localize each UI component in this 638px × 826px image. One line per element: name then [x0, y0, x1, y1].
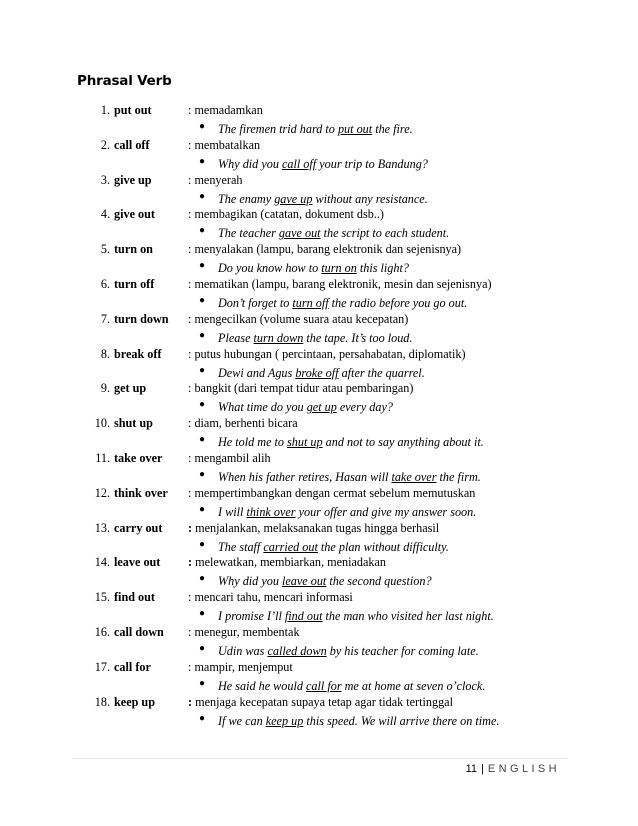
list-item: [0, 625, 638, 660]
example-underlined-verb: call off: [281, 156, 317, 171]
meaning: [188, 660, 293, 675]
item-number: 1.: [100, 103, 110, 117]
page-footer: [466, 763, 560, 775]
meaning-text: mematikan (lampu, barang elektronik, mesin dan sejenisnya): [191, 276, 492, 291]
phrasal-verb-list: [0, 103, 638, 729]
example-text: [218, 679, 485, 693]
phrasal-verb: find out: [114, 590, 155, 605]
meaning-colon: :: [188, 381, 192, 396]
example-text: [218, 366, 425, 380]
list-item: [0, 173, 638, 208]
example-prefix: The enamy: [218, 191, 275, 206]
example-suffix: the second question?: [326, 574, 432, 589]
meaning-colon: :: [188, 276, 192, 291]
meaning-text: mengecilkan (volume suara atau kecepatan): [191, 311, 409, 326]
bullet-icon: ●: [199, 608, 206, 620]
example-text: [218, 644, 479, 658]
example-prefix: If we can: [218, 713, 266, 728]
meaning: [188, 625, 300, 640]
example-underlined-verb: put out: [337, 122, 373, 136]
example-sentence: [201, 714, 499, 729]
example-sentence: [201, 540, 449, 555]
example-text: [218, 157, 428, 171]
example-text: [218, 122, 413, 136]
item-number: 16.: [94, 624, 110, 639]
item-number: 9.: [100, 381, 110, 396]
meaning: [188, 381, 413, 396]
example-prefix: I promise I’ll: [218, 609, 285, 624]
example-text: [218, 400, 393, 414]
list-item: [0, 660, 638, 695]
example-text: [218, 226, 449, 240]
bullet-icon: ●: [199, 712, 206, 724]
phrasal-verb: turn down: [114, 311, 169, 326]
item-number: 4.: [100, 207, 110, 222]
example-sentence: [201, 435, 484, 450]
example-sentence: [201, 122, 413, 137]
example-suffix: me at home at seven o’clock.: [341, 678, 486, 693]
example-underlined-verb: turn on: [321, 261, 357, 276]
bullet-icon: ●: [199, 538, 206, 550]
example-prefix: Why did you: [218, 156, 282, 171]
item-number: 7.: [100, 311, 110, 326]
example-text: [218, 192, 428, 206]
example-suffix: every day?: [336, 400, 393, 415]
example-suffix: by his teacher for coming late.: [326, 643, 479, 658]
example-sentence: [201, 226, 449, 241]
example-prefix: The teacher: [218, 226, 279, 241]
phrasal-verb: break off: [114, 346, 162, 361]
meaning: [188, 173, 243, 188]
bullet-icon: ●: [199, 573, 206, 585]
example-suffix: your offer and give my answer soon.: [295, 504, 477, 519]
item-number: 3.: [100, 172, 110, 187]
item-number: 11.: [95, 450, 110, 465]
bullet-icon: ●: [199, 190, 206, 202]
meaning: [188, 277, 492, 292]
example-prefix: Please: [218, 330, 254, 345]
item-number: 6.: [100, 276, 110, 291]
example-sentence: [201, 644, 479, 659]
phrasal-verb: get up: [114, 381, 147, 396]
example-underlined-verb: broke off: [295, 365, 339, 380]
bullet-icon: ●: [199, 503, 206, 515]
example-text: [218, 435, 484, 449]
phrasal-verb: give up: [114, 172, 152, 187]
example-suffix: and not to say anything about it.: [322, 435, 484, 450]
example-text: [218, 609, 494, 623]
example-suffix: after the quarrel.: [338, 365, 425, 380]
list-item: [0, 590, 638, 625]
list-item: [0, 451, 638, 486]
meaning-text: menyerah: [191, 172, 243, 187]
item-number: 12.: [94, 485, 110, 500]
meaning: [188, 590, 353, 605]
example-suffix: this light?: [356, 261, 409, 276]
example-prefix: I will: [218, 504, 247, 519]
meaning-colon: :: [188, 485, 192, 500]
phrasal-verb: take over: [114, 450, 163, 465]
phrasal-verb: carry out: [114, 520, 163, 535]
bullet-icon: ●: [199, 329, 206, 341]
example-underlined-verb: think over: [246, 504, 296, 519]
bullet-icon: ●: [199, 155, 206, 167]
phrasal-verb: give out: [114, 207, 155, 222]
meaning-text: putus hubungan ( percintaan, persahabatan, diplomatik): [191, 346, 466, 361]
example-sentence: [201, 505, 476, 520]
page-title: Phrasal Verb: [77, 73, 172, 89]
example-suffix: the tape. It’s too loud.: [303, 330, 413, 345]
meaning-text: menegur, membentak: [191, 624, 300, 639]
list-item: [0, 416, 638, 451]
phrasal-verb: shut up: [114, 416, 153, 431]
list-item: [0, 695, 638, 730]
example-suffix: the script to each student.: [320, 226, 450, 241]
example-prefix: He told me to: [218, 435, 288, 450]
meaning: [188, 555, 386, 570]
example-sentence: [201, 679, 485, 694]
meaning-colon: :: [188, 624, 192, 639]
meaning: [188, 521, 439, 536]
example-sentence: [201, 261, 409, 276]
example-text: [218, 470, 481, 484]
example-text: [218, 505, 476, 519]
phrasal-verb: call down: [114, 624, 164, 639]
example-underlined-verb: take over: [391, 469, 437, 484]
phrasal-verb: call for: [114, 659, 151, 674]
item-number: 14.: [94, 555, 110, 570]
list-item: [0, 277, 638, 312]
list-item: [0, 521, 638, 556]
bullet-icon: ●: [199, 225, 206, 237]
example-suffix: the firm.: [436, 469, 481, 484]
example-prefix: He said he would: [218, 678, 307, 693]
phrasal-verb: call off: [114, 137, 150, 152]
example-suffix: this speed. We will arrive there on time.: [303, 713, 500, 728]
item-number: 2.: [100, 137, 110, 152]
example-prefix: What time do you: [218, 400, 307, 415]
meaning-text: menjalankan, melaksanakan tugas hingga berhasil: [192, 520, 440, 535]
example-suffix: the fire.: [372, 122, 413, 136]
phrasal-verb: keep up: [114, 694, 155, 709]
meaning-text: mampir, menjemput: [191, 659, 293, 674]
example-prefix: Udin was: [218, 643, 268, 658]
bullet-icon: ●: [199, 434, 206, 446]
list-item: [0, 138, 638, 173]
item-number: 15.: [94, 590, 110, 605]
example-prefix: Dewi and Agus: [218, 365, 296, 380]
bullet-icon: ●: [199, 468, 206, 480]
example-underlined-verb: find out: [284, 609, 323, 624]
list-item: [0, 103, 638, 138]
item-number: 18.: [94, 694, 110, 709]
example-underlined-verb: leave out: [281, 574, 327, 589]
example-underlined-verb: called down: [267, 643, 327, 658]
example-text: [218, 261, 409, 275]
page-number: 11: [465, 763, 478, 775]
list-item: [0, 486, 638, 521]
meaning-colon: :: [188, 311, 192, 326]
meaning-text: mengambil alih: [191, 450, 271, 465]
meaning-text: bangkit (dari tempat tidur atau pembaringan): [191, 381, 414, 396]
example-underlined-verb: turn off: [292, 295, 329, 310]
meaning-text: menjaga kecepatan supaya tetap agar tidak tertinggal: [192, 694, 453, 709]
example-suffix: the plan without difficulty.: [317, 539, 449, 554]
phrasal-verb: think over: [114, 485, 168, 500]
example-suffix: without any resistance.: [312, 191, 428, 206]
meaning: [188, 451, 271, 466]
item-number: 17.: [94, 659, 110, 674]
footer-separator: |: [481, 763, 484, 775]
item-number: 13.: [94, 520, 110, 535]
meaning: [188, 347, 466, 362]
example-sentence: [201, 400, 393, 415]
list-item: [0, 381, 638, 416]
meaning-text: memadamkan: [191, 103, 263, 117]
meaning-text: membatalkan: [191, 137, 261, 152]
meaning-colon: :: [188, 137, 192, 152]
example-text: [218, 574, 432, 588]
meaning-colon: :: [188, 172, 192, 187]
list-item: [0, 347, 638, 382]
example-underlined-verb: keep up: [265, 713, 304, 728]
example-sentence: [201, 609, 494, 624]
meaning-text: membagikan (catatan, dokument dsb..): [191, 207, 384, 222]
bullet-icon: ●: [199, 364, 206, 376]
meaning: [188, 103, 263, 118]
meaning: [188, 207, 384, 222]
example-text: [218, 331, 412, 345]
example-sentence: [201, 296, 467, 311]
phrasal-verb: turn off: [114, 276, 155, 291]
meaning-colon: :: [188, 555, 193, 570]
footer-divider: [72, 758, 567, 759]
meaning-colon: :: [188, 416, 192, 431]
example-underlined-verb: get up: [306, 400, 337, 415]
example-underlined-verb: gave up: [274, 191, 313, 206]
meaning-text: diam, berhenti bicara: [191, 416, 298, 431]
example-underlined-verb: carried out: [263, 539, 318, 554]
example-sentence: [201, 157, 428, 172]
meaning-colon: :: [188, 207, 192, 222]
example-underlined-verb: shut up: [287, 435, 323, 450]
example-sentence: [201, 470, 481, 485]
example-prefix: Do you know how to: [218, 261, 322, 276]
example-text: [218, 540, 449, 554]
list-item: [0, 555, 638, 590]
example-sentence: [201, 366, 425, 381]
bullet-icon: ●: [199, 121, 206, 132]
example-underlined-verb: call for: [306, 678, 342, 693]
meaning-colon: :: [188, 520, 193, 535]
item-number: 5.: [100, 242, 110, 257]
list-item: [0, 207, 638, 242]
example-sentence: [201, 574, 432, 589]
item-number: 8.: [100, 346, 110, 361]
example-sentence: [201, 331, 412, 346]
example-prefix: Don’t forget to: [218, 295, 293, 310]
footer-subject: ENGLISH: [487, 763, 560, 775]
meaning-text: melewatkan, membiarkan, meniadakan: [192, 555, 386, 570]
meaning-text: menyalakan (lampu, barang elektronik dan sejenisnya): [191, 242, 462, 257]
meaning-colon: :: [188, 346, 192, 361]
example-prefix: When his father retires, Hasan will: [218, 469, 392, 484]
meaning: [188, 312, 408, 327]
example-prefix: Why did you: [218, 574, 282, 589]
phrasal-verb: leave out: [114, 555, 161, 570]
example-suffix: the radio before you go out.: [328, 295, 468, 310]
meaning-colon: :: [188, 590, 192, 605]
example-sentence: [201, 192, 428, 207]
meaning: [188, 416, 298, 431]
bullet-icon: ●: [199, 294, 206, 306]
meaning: [188, 242, 461, 257]
phrasal-verb: turn on: [114, 242, 153, 257]
item-number: 10.: [94, 416, 110, 431]
meaning-colon: :: [188, 659, 192, 674]
bullet-icon: ●: [199, 677, 206, 689]
meaning-text: mencari tahu, mencari informasi: [191, 590, 353, 605]
meaning: [188, 486, 475, 501]
example-underlined-verb: gave out: [278, 226, 321, 241]
meaning-colon: :: [188, 242, 192, 257]
meaning-colon: :: [188, 694, 193, 709]
meaning-text: mempertimbangkan dengan cermat sebelum memutuskan: [191, 485, 476, 500]
phrasal-verb: put out: [114, 103, 152, 117]
example-text: [218, 714, 499, 728]
meaning-colon: :: [188, 450, 192, 465]
example-suffix: your trip to Bandung?: [316, 156, 428, 171]
meaning: [188, 695, 453, 710]
example-underlined-verb: turn down: [253, 330, 304, 345]
example-prefix: The staff: [218, 539, 264, 554]
bullet-icon: ●: [199, 399, 206, 411]
example-prefix: The firemen trid hard to: [218, 122, 338, 136]
list-item: [0, 312, 638, 347]
list-item: [0, 242, 638, 277]
meaning-colon: :: [188, 103, 192, 117]
example-suffix: the man who visited her last night.: [322, 609, 494, 624]
meaning: [188, 138, 260, 153]
bullet-icon: ●: [199, 260, 206, 272]
example-text: [218, 296, 467, 310]
bullet-icon: ●: [199, 642, 206, 654]
